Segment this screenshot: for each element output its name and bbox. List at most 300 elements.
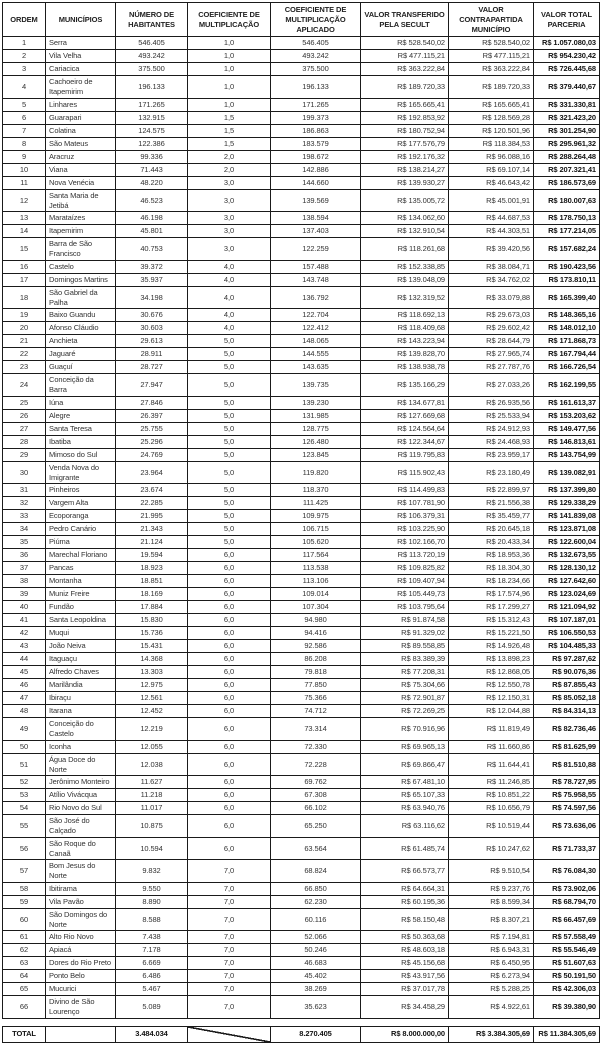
row-valor-total: R$ 331.330,81 [534,98,600,111]
total-contrapartida: R$ 3.384.305,69 [449,1026,534,1042]
row-coeficiente: 5,0 [188,335,271,348]
row-valor-contrapartida: R$ 12.550,78 [449,679,534,692]
row-valor-contrapartida: R$ 29.673,03 [449,309,534,322]
row-ordem: 51 [3,753,46,776]
row-valor-transferido: R$ 528.540,02 [361,37,449,50]
row-habitantes: 122.386 [116,137,188,150]
row-coeficiente: 5,0 [188,510,271,523]
row-valor-contrapartida: R$ 28.644,79 [449,335,534,348]
row-habitantes: 46.198 [116,212,188,225]
table-row [3,895,600,908]
row-valor-total: R$ 85.052,18 [534,692,600,705]
row-municipio: Alto Rio Novo [46,931,116,944]
row-coeficiente: 1,0 [188,37,271,50]
row-municipio: Marataízes [46,212,116,225]
row-municipio: Iúna [46,396,116,409]
row-coeficiente-aplicado: 493.242 [271,50,361,63]
table-row [3,575,600,588]
row-habitantes: 12.975 [116,679,188,692]
row-valor-contrapartida: R$ 120.501,96 [449,124,534,137]
row-municipio: Santa Teresa [46,422,116,435]
row-valor-total: R$ 379.440,67 [534,76,600,99]
row-coeficiente: 5,0 [188,523,271,536]
row-coeficiente-aplicado: 66.850 [271,882,361,895]
column-header-coeficiente: COEFICIENTE DE MULTIPLICAÇÃO [188,3,271,37]
row-ordem: 46 [3,679,46,692]
row-valor-total: R$ 166.726,54 [534,361,600,374]
row-coeficiente: 6,0 [188,776,271,789]
row-ordem: 66 [3,996,46,1019]
row-coeficiente-aplicado: 136.792 [271,286,361,309]
row-habitantes: 196.133 [116,76,188,99]
row-ordem: 34 [3,523,46,536]
row-habitantes: 21.124 [116,536,188,549]
row-valor-contrapartida: R$ 18.953,36 [449,549,534,562]
row-coeficiente-aplicado: 144.555 [271,348,361,361]
row-habitantes: 27.846 [116,396,188,409]
row-coeficiente-aplicado: 139.569 [271,189,361,212]
row-coeficiente-aplicado: 119.820 [271,461,361,484]
row-coeficiente-aplicado: 131.985 [271,409,361,422]
row-habitantes: 23.674 [116,484,188,497]
table-row [3,50,600,63]
row-valor-contrapartida: R$ 363.222,84 [449,63,534,76]
row-ordem: 5 [3,98,46,111]
row-ordem: 59 [3,895,46,908]
row-coeficiente-aplicado: 139.735 [271,374,361,397]
row-coeficiente: 5,0 [188,448,271,461]
row-coeficiente: 7,0 [188,882,271,895]
row-valor-transferido: R$ 109.825,82 [361,562,449,575]
row-coeficiente-aplicado: 35.623 [271,996,361,1019]
row-ordem: 49 [3,718,46,741]
row-habitantes: 132.915 [116,111,188,124]
row-coeficiente: 7,0 [188,970,271,983]
row-valor-total: R$ 146.813,61 [534,435,600,448]
row-ordem: 48 [3,705,46,718]
row-coeficiente: 6,0 [188,705,271,718]
row-habitantes: 12.452 [116,705,188,718]
row-municipio: Muniz Freire [46,588,116,601]
row-municipio: Santa Maria de Jetibá [46,189,116,212]
row-valor-transferido: R$ 61.485,74 [361,837,449,860]
row-habitantes: 39.372 [116,260,188,273]
row-valor-total: R$ 177.214,05 [534,225,600,238]
row-coeficiente: 5,0 [188,374,271,397]
row-ordem: 35 [3,536,46,549]
row-ordem: 54 [3,802,46,815]
row-coeficiente-aplicado: 106.715 [271,523,361,536]
table-row [3,111,600,124]
row-valor-total: R$ 161.613,37 [534,396,600,409]
total-municipio-empty [46,1026,116,1042]
row-coeficiente-aplicado: 72.228 [271,753,361,776]
table-row [3,957,600,970]
row-valor-contrapartida: R$ 21.556,38 [449,497,534,510]
row-valor-transferido: R$ 64.664,31 [361,882,449,895]
row-valor-total: R$ 76.084,30 [534,860,600,883]
row-coeficiente-aplicado: 375.500 [271,63,361,76]
row-coeficiente-aplicado: 183.579 [271,137,361,150]
row-coeficiente-aplicado: 142.886 [271,163,361,176]
row-coeficiente: 1,5 [188,111,271,124]
table-row [3,908,600,931]
row-municipio: Itarana [46,705,116,718]
row-valor-transferido: R$ 177.576,79 [361,137,449,150]
row-municipio: Cariacica [46,63,116,76]
row-valor-transferido: R$ 189.720,33 [361,76,449,99]
row-valor-total: R$ 157.682,24 [534,238,600,261]
row-valor-contrapartida: R$ 18.304,30 [449,562,534,575]
row-valor-transferido: R$ 106.379,31 [361,510,449,523]
row-valor-contrapartida: R$ 45.001,91 [449,189,534,212]
row-habitantes: 10.594 [116,837,188,860]
row-municipio: Baixo Guandu [46,309,116,322]
row-ordem: 4 [3,76,46,99]
table-row [3,335,600,348]
row-valor-contrapartida: R$ 35.459,77 [449,510,534,523]
row-habitantes: 124.575 [116,124,188,137]
row-coeficiente: 1,0 [188,63,271,76]
table-row [3,124,600,137]
row-habitantes: 25.296 [116,435,188,448]
row-valor-contrapartida: R$ 18.234,66 [449,575,534,588]
row-municipio: Venda Nova do Imigrante [46,461,116,484]
row-coeficiente: 5,0 [188,484,271,497]
row-valor-transferido: R$ 134.677,81 [361,396,449,409]
table-row [3,740,600,753]
row-valor-transferido: R$ 113.720,19 [361,549,449,562]
row-municipio: Vargem Alta [46,497,116,510]
row-habitantes: 11.218 [116,789,188,802]
row-habitantes: 18.923 [116,562,188,575]
row-valor-total: R$ 178.750,13 [534,212,600,225]
row-valor-transferido: R$ 138.214,27 [361,163,449,176]
row-coeficiente-aplicado: 143.748 [271,273,361,286]
row-valor-total: R$ 132.673,55 [534,549,600,562]
row-coeficiente: 5,0 [188,497,271,510]
table-row [3,137,600,150]
row-coeficiente-aplicado: 138.594 [271,212,361,225]
row-valor-total: R$ 162.199,55 [534,374,600,397]
row-municipio: São Mateus [46,137,116,150]
row-valor-total: R$ 73.636,06 [534,815,600,838]
row-municipio: Afonso Cláudio [46,322,116,335]
row-municipio: Guarapari [46,111,116,124]
table-row [3,322,600,335]
row-coeficiente: 1,5 [188,137,271,150]
row-municipio: São José do Calçado [46,815,116,838]
row-coeficiente: 3,0 [188,225,271,238]
row-habitantes: 12.038 [116,753,188,776]
row-coeficiente: 4,0 [188,309,271,322]
row-valor-transferido: R$ 139.048,09 [361,273,449,286]
row-coeficiente-aplicado: 126.480 [271,435,361,448]
row-ordem: 15 [3,238,46,261]
row-valor-contrapartida: R$ 10.656,79 [449,802,534,815]
table-row [3,497,600,510]
row-ordem: 21 [3,335,46,348]
row-valor-transferido: R$ 109.407,94 [361,575,449,588]
row-habitantes: 18.851 [116,575,188,588]
row-habitantes: 19.594 [116,549,188,562]
row-habitantes: 8.890 [116,895,188,908]
row-habitantes: 6.486 [116,970,188,983]
row-valor-transferido: R$ 119.795,83 [361,448,449,461]
row-ordem: 52 [3,776,46,789]
total-label: TOTAL [3,1026,46,1042]
table-row [3,666,600,679]
row-ordem: 11 [3,176,46,189]
row-coeficiente-aplicado: 118.370 [271,484,361,497]
row-valor-total: R$ 81.625,99 [534,740,600,753]
row-municipio: Ponto Belo [46,970,116,983]
row-valor-contrapartida: R$ 20.645,18 [449,523,534,536]
table-row [3,640,600,653]
table-row [3,260,600,273]
row-ordem: 45 [3,666,46,679]
row-valor-total: R$ 148.012,10 [534,322,600,335]
row-valor-transferido: R$ 132.910,54 [361,225,449,238]
row-ordem: 9 [3,150,46,163]
table-row [3,562,600,575]
row-valor-total: R$ 73.902,06 [534,882,600,895]
table-row [3,76,600,99]
table-row [3,692,600,705]
table-row [3,549,600,562]
row-coeficiente-aplicado: 196.133 [271,76,361,99]
row-valor-contrapartida: R$ 39.420,56 [449,238,534,261]
row-coeficiente-aplicado: 94.980 [271,614,361,627]
row-valor-total: R$ 141.839,08 [534,510,600,523]
row-coeficiente: 4,0 [188,260,271,273]
row-valor-total: R$ 190.423,56 [534,260,600,273]
row-coeficiente-aplicado: 62.230 [271,895,361,908]
row-coeficiente-aplicado: 50.246 [271,944,361,957]
row-valor-contrapartida: R$ 17.574,96 [449,588,534,601]
row-coeficiente: 7,0 [188,931,271,944]
row-valor-transferido: R$ 91.329,02 [361,627,449,640]
row-valor-transferido: R$ 165.665,41 [361,98,449,111]
row-valor-transferido: R$ 135.005,72 [361,189,449,212]
row-valor-contrapartida: R$ 8.599,34 [449,895,534,908]
diagonal-slash [188,1027,270,1042]
row-valor-contrapartida: R$ 69.107,14 [449,163,534,176]
row-valor-contrapartida: R$ 27.033,26 [449,374,534,397]
row-valor-contrapartida: R$ 15.312,43 [449,614,534,627]
row-ordem: 43 [3,640,46,653]
row-ordem: 18 [3,286,46,309]
row-ordem: 24 [3,374,46,397]
row-coeficiente-aplicado: 45.402 [271,970,361,983]
row-coeficiente-aplicado: 72.330 [271,740,361,753]
row-valor-contrapartida: R$ 15.221,50 [449,627,534,640]
row-habitantes: 9.550 [116,882,188,895]
row-habitantes: 7.438 [116,931,188,944]
row-valor-total: R$ 321.423,20 [534,111,600,124]
total-parceria: R$ 11.384.305,69 [534,1026,600,1042]
row-valor-total: R$ 1.057.080,03 [534,37,600,50]
row-municipio: Colatina [46,124,116,137]
row-coeficiente: 1,5 [188,124,271,137]
row-valor-transferido: R$ 50.363,68 [361,931,449,944]
row-valor-total: R$ 107.187,01 [534,614,600,627]
row-habitantes: 25.755 [116,422,188,435]
table-row [3,37,600,50]
row-coeficiente-aplicado: 79.818 [271,666,361,679]
row-habitantes: 7.178 [116,944,188,957]
row-ordem: 36 [3,549,46,562]
row-valor-contrapartida: R$ 12.044,88 [449,705,534,718]
row-habitantes: 12.055 [116,740,188,753]
row-ordem: 41 [3,614,46,627]
row-ordem: 44 [3,653,46,666]
row-coeficiente-aplicado: 65.250 [271,815,361,838]
row-coeficiente: 7,0 [188,860,271,883]
row-coeficiente: 1,0 [188,76,271,99]
row-ordem: 62 [3,944,46,957]
row-ordem: 28 [3,435,46,448]
row-valor-transferido: R$ 77.208,31 [361,666,449,679]
row-habitantes: 30.676 [116,309,188,322]
row-valor-transferido: R$ 65.107,33 [361,789,449,802]
total-coeficiente-slash [188,1026,271,1042]
row-valor-transferido: R$ 118.261,68 [361,238,449,261]
row-valor-total: R$ 87.855,43 [534,679,600,692]
row-valor-total: R$ 90.076,36 [534,666,600,679]
table-row [3,150,600,163]
row-ordem: 13 [3,212,46,225]
row-valor-total: R$ 104.485,33 [534,640,600,653]
row-valor-contrapartida: R$ 13.898,23 [449,653,534,666]
row-coeficiente: 6,0 [188,815,271,838]
table-row [3,944,600,957]
table-row [3,309,600,322]
row-habitantes: 29.613 [116,335,188,348]
row-valor-total: R$ 106.550,53 [534,627,600,640]
row-valor-contrapartida: R$ 12.868,05 [449,666,534,679]
row-municipio: Nova Venécia [46,176,116,189]
table-row [3,983,600,996]
row-coeficiente-aplicado: 46.683 [271,957,361,970]
row-habitantes: 28.911 [116,348,188,361]
row-valor-contrapartida: R$ 6.943,31 [449,944,534,957]
row-habitantes: 17.884 [116,601,188,614]
row-valor-contrapartida: R$ 9.237,76 [449,882,534,895]
row-ordem: 22 [3,348,46,361]
row-coeficiente: 2,0 [188,163,271,176]
row-coeficiente-aplicado: 199.373 [271,111,361,124]
row-coeficiente: 3,0 [188,212,271,225]
row-coeficiente-aplicado: 52.066 [271,931,361,944]
row-ordem: 23 [3,361,46,374]
row-valor-total: R$ 66.457,69 [534,908,600,931]
row-valor-contrapartida: R$ 118.384,53 [449,137,534,150]
row-coeficiente: 6,0 [188,802,271,815]
row-valor-transferido: R$ 118.692,13 [361,309,449,322]
row-valor-contrapartida: R$ 10.519,44 [449,815,534,838]
row-valor-total: R$ 207.321,41 [534,163,600,176]
row-coeficiente-aplicado: 38.269 [271,983,361,996]
row-valor-transferido: R$ 138.938,78 [361,361,449,374]
row-ordem: 53 [3,789,46,802]
row-ordem: 38 [3,575,46,588]
row-coeficiente: 5,0 [188,435,271,448]
row-coeficiente: 6,0 [188,640,271,653]
table-row [3,484,600,497]
row-ordem: 7 [3,124,46,137]
row-coeficiente-aplicado: 117.564 [271,549,361,562]
table-row [3,996,600,1019]
row-valor-contrapartida: R$ 27.965,74 [449,348,534,361]
row-valor-total: R$ 171.868,73 [534,335,600,348]
row-valor-transferido: R$ 63.116,62 [361,815,449,838]
row-valor-total: R$ 153.203,62 [534,409,600,422]
row-coeficiente: 4,0 [188,322,271,335]
column-header-ordem: ORDEM [3,3,46,37]
row-valor-total: R$ 97.287,62 [534,653,600,666]
table-row [3,860,600,883]
table-row [3,374,600,397]
row-valor-total: R$ 68.794,70 [534,895,600,908]
row-coeficiente: 7,0 [188,895,271,908]
row-valor-total: R$ 180.007,63 [534,189,600,212]
row-municipio: Fundão [46,601,116,614]
row-ordem: 14 [3,225,46,238]
table-row [3,614,600,627]
row-valor-contrapartida: R$ 128.569,28 [449,111,534,124]
row-ordem: 1 [3,37,46,50]
row-coeficiente: 6,0 [188,627,271,640]
row-coeficiente-aplicado: 198.672 [271,150,361,163]
row-habitantes: 26.397 [116,409,188,422]
row-valor-transferido: R$ 70.916,96 [361,718,449,741]
row-municipio: Serra [46,37,116,50]
row-coeficiente: 5,0 [188,422,271,435]
table-row [3,396,600,409]
row-ordem: 31 [3,484,46,497]
row-valor-transferido: R$ 122.344,67 [361,435,449,448]
table-header [3,3,600,37]
row-coeficiente: 6,0 [188,679,271,692]
table-row [3,286,600,309]
row-coeficiente: 5,0 [188,348,271,361]
row-valor-contrapartida: R$ 44.303,51 [449,225,534,238]
row-valor-total: R$ 186.573,69 [534,176,600,189]
table-row [3,176,600,189]
row-coeficiente: 6,0 [188,601,271,614]
row-valor-contrapartida: R$ 10.851,22 [449,789,534,802]
row-valor-transferido: R$ 118.409,68 [361,322,449,335]
row-municipio: Jerônimo Monteiro [46,776,116,789]
row-ordem: 33 [3,510,46,523]
table-row [3,627,600,640]
row-habitantes: 493.242 [116,50,188,63]
row-valor-transferido: R$ 103.225,90 [361,523,449,536]
row-coeficiente-aplicado: 122.412 [271,322,361,335]
table-row [3,536,600,549]
row-valor-transferido: R$ 60.195,36 [361,895,449,908]
row-municipio: Conceição do Castelo [46,718,116,741]
row-valor-total: R$ 55.546,49 [534,944,600,957]
row-valor-total: R$ 123.871,08 [534,523,600,536]
row-municipio: Marilândia [46,679,116,692]
row-municipio: Pancas [46,562,116,575]
column-header-habitantes: NÚMERO DE HABITANTES [116,3,188,37]
row-ordem: 25 [3,396,46,409]
row-valor-total: R$ 301.254,90 [534,124,600,137]
row-coeficiente-aplicado: 137.403 [271,225,361,238]
